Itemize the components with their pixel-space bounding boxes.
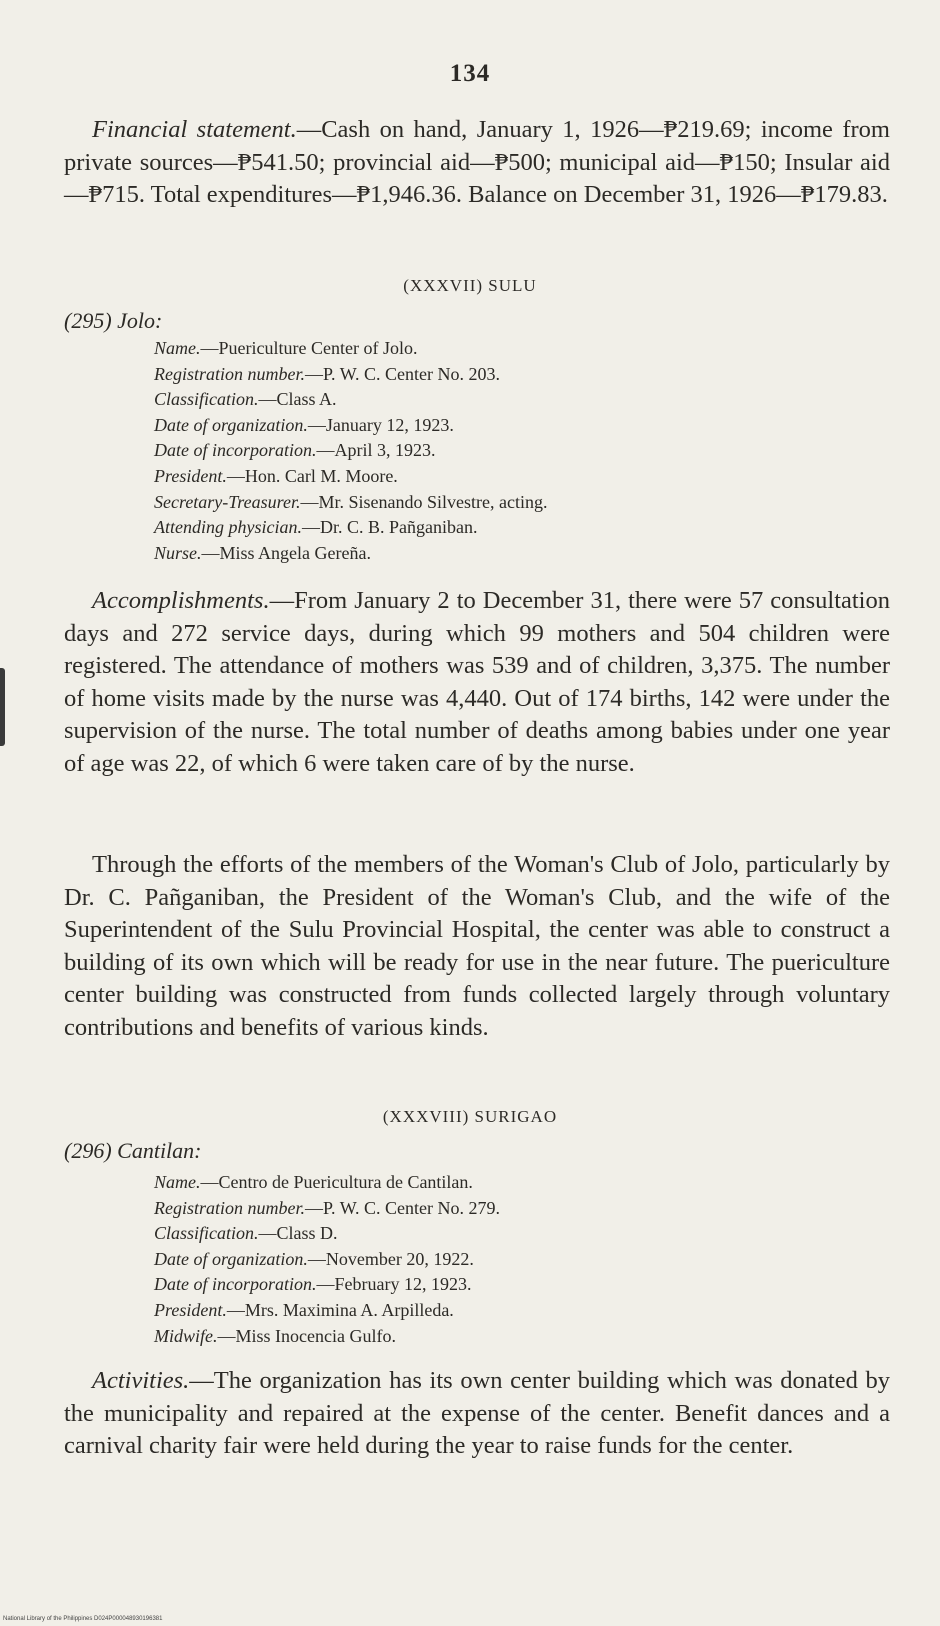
accomplishments-paragraph	[64, 585, 890, 781]
financial-statement-text: —Cash on hand, January 1, 1926—₱219.69; income from private sources—₱541.50; provincial aid—₱500; municipal aid—₱150; Insular aid—₱715. Total expenditures—₱1,946.36. Balance on December 31, 1926—₱179.83.	[64, 116, 890, 209]
detail-item: Secretary-Treasurer.—Mr. Sisenando Silvestre, acting.	[154, 491, 548, 512]
section-heading-surigao: (XXXVIII) SURIGAO	[382, 1107, 558, 1126]
section-heading-sulu: (XXXVII) SULU	[403, 276, 537, 295]
womans-club-paragraph: Through the efforts of the members of the Woman's Club of Jolo, particularly by Dr. C. Pañganiban, the President of the Woman's Club, and the wife of the Superintendent of the Sulu Provincial Hospital, the center was able to construct a building of its own which will be ready for use in the near future. The puericulture center building was constructed from funds collected largely through voluntary contributions and benefits of various kinds.	[64, 851, 890, 1041]
financial-statement-lead: Financial statement.	[92, 116, 297, 143]
entry-number: (295)	[64, 308, 112, 333]
detail-item: Midwife.—Miss Inocencia Gulfo.	[154, 1325, 396, 1346]
detail-item: Registration number.—P. W. C. Center No. 203.	[154, 363, 501, 384]
library-footer-stamp: National Library of the Philippines D024P000048930196381	[3, 1616, 163, 1622]
activities-text: —The organization has its own center building which was donated by the municipality and repaired at the expense of the center. Benefit dances and a carnival charity fair were held during the year to raise funds for the center.	[64, 1367, 890, 1460]
detail-item: Name.—Puericulture Center of Jolo.	[154, 338, 418, 358]
accomplishments-lead: Accomplishments.	[92, 587, 270, 614]
page-number: 134	[449, 60, 491, 87]
detail-item: Classification.—Class A.	[154, 389, 337, 410]
detail-item: President.—Hon. Carl M. Moore.	[154, 465, 398, 486]
entry-heading-cantilan	[64, 1138, 202, 1164]
binding-edge-mark	[0, 668, 5, 746]
entry-heading-jolo	[64, 308, 162, 334]
detail-item: Registration number.—P. W. C. Center No. 279.	[154, 1197, 501, 1218]
detail-item: Nurse.—Miss Angela Gereña.	[154, 542, 371, 563]
activities-lead: Activities.	[92, 1367, 190, 1394]
detail-item: Date of organization.—January 12, 1923.	[154, 414, 454, 435]
jolo-details-list	[154, 336, 874, 566]
activities-paragraph	[64, 1365, 890, 1463]
financial-statement-paragraph	[64, 114, 890, 212]
detail-item: Date of incorporation.—February 12, 1923.	[154, 1274, 472, 1295]
detail-item: Date of incorporation.—April 3, 1923.	[154, 440, 436, 461]
detail-item: Name.—Centro de Puericultura de Cantilan.	[154, 1172, 473, 1192]
detail-item: Date of organization.—November 20, 1922.	[154, 1248, 474, 1269]
cantilan-details-list	[154, 1170, 874, 1349]
accomplishments-text: —From January 2 to December 31, there were 57 consultation days and 272 service days, during which 99 mothers and 504 children were registered. The attendance of mothers was 539 and of children, 3,375. The number of home visits made by the nurse was 4,440. Out of 174 births, 142 were under the supervision of the nurse. The total number of deaths among babies under one year of age was 22, of which 6 were taken care of by the nurse.	[64, 587, 890, 777]
detail-item: Attending physician.—Dr. C. B. Pañganiban.	[154, 517, 478, 538]
detail-item: Classification.—Class D.	[154, 1223, 338, 1244]
entry-place: Cantilan:	[117, 1138, 202, 1163]
entry-place: Jolo:	[117, 308, 163, 333]
entry-number: (296)	[64, 1138, 112, 1163]
detail-item: President.—Mrs. Maximina A. Arpilleda.	[154, 1299, 454, 1320]
